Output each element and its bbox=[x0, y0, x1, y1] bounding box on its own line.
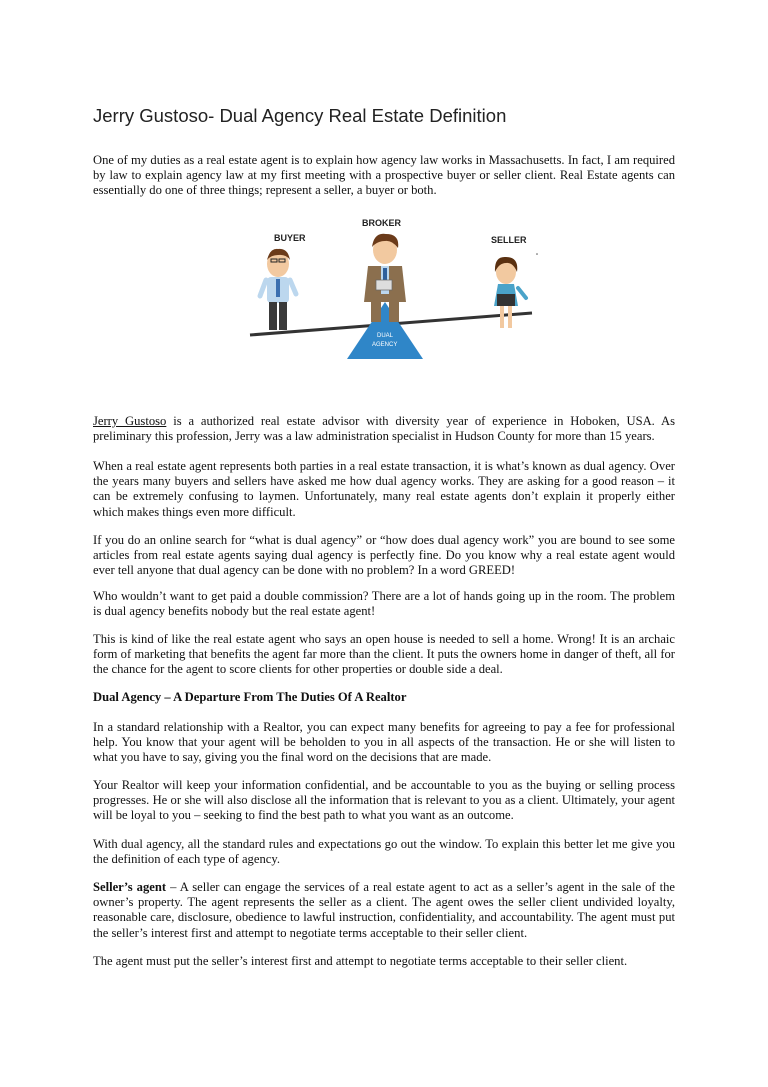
paragraph-2: If you do an online search for “what is dual agency” or “how does dual agency work” you are bound to see some articles from real estate agents saying dual agency is perfectly fine. Do you know why a real estate agent would ever tell anyone that dual agency can be done with no problem? In a word GREED! bbox=[93, 533, 675, 578]
broker-label: BROKER bbox=[362, 218, 402, 228]
fulcrum-triangle bbox=[347, 302, 423, 359]
intro-paragraph: One of my duties as a real estate agent is to explain how agency law works in Massachusetts. In fact, I am required by law to explain agency law at my first meeting with a prospective buyer or seller client. Real Estate agents can essentially do one of three things; represent a seller, a buyer or both. bbox=[93, 153, 675, 198]
page-title: Jerry Gustoso- Dual Agency Real Estate Definition bbox=[93, 105, 507, 126]
buyer-label: BUYER bbox=[274, 233, 306, 243]
paragraph-1: When a real estate agent represents both parties in a real estate transaction, it is what’s known as dual agency. Over the years many buyers and sellers have asked me how dual agency works. They are asking for a good reason – it can be extremely confusing to laymen. Unfortunately, many real estate agents don’t explain it properly either which makes things even more difficult. bbox=[93, 459, 675, 519]
paragraph-3: Who wouldn’t want to get paid a double commission? There are a lot of hands going up in the room. The problem is dual agency benefits nobody but the real estate agent! bbox=[93, 589, 675, 619]
dual-agency-illustration bbox=[240, 214, 540, 366]
paragraph-6: Your Realtor will keep your information confidential, and be accountable to you as the buying or selling process progresses. He or she will also disclose all the information that is relevant to you as a client. Ultimately, your agent will be loyal to you – seeking to find the best path to what you want as an outcome. bbox=[93, 778, 675, 823]
fulcrum-text-2: AGENCY bbox=[372, 342, 398, 348]
paragraph-7: With dual agency, all the standard rules and expectations go out the window. To explain this better let me give you the definition of each type of agency. bbox=[93, 837, 675, 867]
bio-text: is a authorized real estate advisor with diversity year of experience in Hoboken, USA. As preliminary this profession, Jerry was a law administration specialist in Hudson County for more than 15 years. bbox=[93, 414, 675, 444]
seller-agent-term: Seller’s agent bbox=[93, 880, 167, 894]
seller-label: SELLER bbox=[491, 235, 527, 245]
paragraph-4: This is kind of like the real estate agent who says an open house is needed to sell a home. Wrong! It is an archaic form of marketing that benefits the agent far more than the client. It puts the owners home in danger of theft, all for the chance for the agent to score clients for other properties or double side a deal. bbox=[93, 632, 675, 677]
author-link[interactable]: Jerry Gustoso bbox=[93, 414, 167, 428]
paragraph-9: The agent must put the seller’s interest first and attempt to negotiate terms acceptable to their seller client. bbox=[93, 954, 628, 968]
seller-agent-text: – A seller can engage the services of a real estate agent to act as a seller’s agent in the sale of the owner’s property. The agent represents the seller as a client. The agent owes the seller client undivided loyalty, reasonable care, disclosure, obedience to lawful instruction, confidentiality, and accountability. The agent must put the seller’s interest first and attempt to negotiate terms acceptable to their seller client. bbox=[93, 880, 676, 940]
paragraph-8 bbox=[93, 880, 675, 941]
section-heading: Dual Agency – A Departure From The Duties Of A Realtor bbox=[93, 690, 407, 704]
paragraph-5: In a standard relationship with a Realtor, you can expect many benefits for agreeing to pay a fee for professional help. You know that your agent will be beholden to you in all aspects of the transaction. He or she will listen to what you have to say, giving you the final word on the decisions that are made. bbox=[93, 720, 675, 765]
bio-paragraph bbox=[93, 414, 675, 444]
buyer-figure bbox=[260, 249, 296, 330]
seller-figure bbox=[494, 257, 526, 328]
fulcrum-text-1: DUAL bbox=[377, 333, 394, 339]
